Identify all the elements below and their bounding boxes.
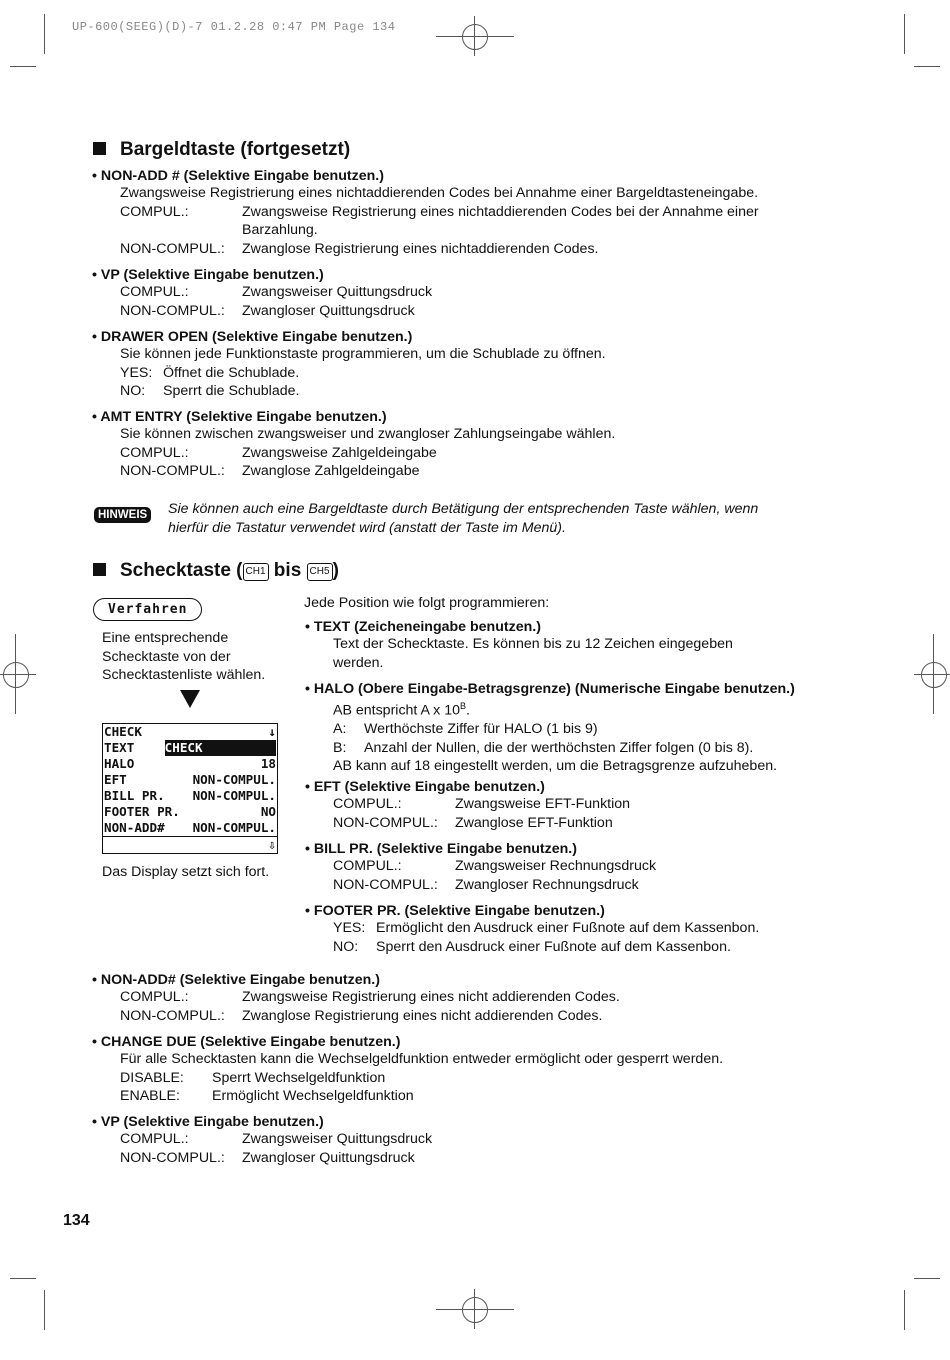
crop-mark [10, 66, 36, 67]
section-schecktaste [93, 560, 339, 582]
crop-mark [914, 66, 940, 67]
registration-mark [436, 1309, 514, 1310]
option-value: Öffnet die Schublade. [163, 364, 300, 381]
item-heading: • NON-ADD# (Selektive Eingabe benutzen.) [92, 972, 380, 988]
option-value: Ermöglicht Wechselgeldfunktion [212, 1088, 414, 1104]
registration-mark [3, 662, 29, 688]
item-heading: • TEXT (Zeicheneingabe benutzen.) [305, 619, 541, 635]
item-heading: • DRAWER OPEN (Selektive Eingabe benutzen.) [92, 329, 413, 345]
s2-halo: • HALO (Obere Eingabe-Betragsgrenze) (Numerische Eingabe benutzen.) AB entspricht A x $10^B$. A: Werthöchste Ziffer für HALO (1 bis 9) B: Anzahl der Nullen, die der werthöchsten Ziffer folgen (0 bis 8). AB kann auf 18 eingestellt werden, um die Betragsgrenze aufzuheben. [305, 681, 825, 776]
item-description: AB entspricht A x $10^B$. [333, 701, 470, 719]
lcd-display [102, 723, 278, 854]
square-bullet-icon [93, 563, 106, 576]
option-value: Zwangsweise EFT-Funktion [455, 796, 631, 812]
section-bargeldtaste [93, 139, 350, 161]
option-key: COMPUL.: [333, 858, 402, 874]
s1-amt [92, 409, 852, 481]
option-key: COMPUL.: [120, 284, 189, 300]
crop-mark [44, 14, 45, 54]
option-value: Sperrt den Ausdruck einer Fußnote auf dem Kassenbon. [376, 938, 731, 955]
option-value: Zwanglose Zahlgeldeingabe [242, 463, 420, 479]
option-value: Ermöglicht den Ausdruck einer Fußnote auf dem Kassenbon. [376, 920, 760, 936]
registration-mark [462, 1297, 488, 1323]
registration-mark [0, 674, 36, 675]
option-key: NON-COMPUL.: [120, 1007, 225, 1024]
ch5-key-icon: CH5 [307, 563, 333, 581]
lcd-row: CHECK ↓ [104, 724, 276, 739]
lcd-row: TEXT CHECK [103, 740, 277, 756]
option-value: Anzahl der Nullen, die der werthöchsten Ziffer folgen (0 bis 8). [364, 739, 754, 756]
option-key: COMPUL.: [120, 1131, 189, 1147]
item-description: Sie können jede Funktionstaste programmieren, um die Schublade zu öffnen. [120, 346, 606, 362]
option-value: Barzahlung. [242, 222, 318, 238]
option-value: Zwangsweise Zahlgeldeingabe [242, 444, 437, 461]
option-key: YES: [333, 920, 366, 936]
option-value: Zwangloser Quittungsdruck [242, 302, 415, 319]
option-value: Sperrt Wechselgeldfunktion [212, 1069, 386, 1086]
s2-nonadd [92, 972, 852, 1025]
s2-bill [305, 841, 825, 894]
item-heading: • AMT ENTRY (Selektive Eingabe benutzen.) [92, 409, 387, 425]
crop-mark [44, 1290, 45, 1330]
option-key: NO: [333, 938, 359, 955]
option-key: DISABLE: [120, 1069, 184, 1086]
item-description: Für alle Schecktasten kann die Wechselgeldfunktion entweder ermöglicht oder gesperrt werden. [120, 1051, 724, 1067]
crop-mark [914, 1278, 940, 1279]
item-heading: • VP (Selektive Eingabe benutzen.) [92, 1114, 324, 1130]
option-value: Sperrt die Schublade. [163, 383, 300, 399]
item-heading: • BILL PR. (Selektive Eingabe benutzen.) [305, 841, 577, 857]
option-value: Zwangsweise Registrierung eines nichtaddierenden Codes bei der Annahme einer [242, 203, 759, 220]
crop-mark [10, 1278, 36, 1279]
item-heading: • NON-ADD # (Selektive Eingabe benutzen.) [92, 168, 384, 184]
s2-vp [92, 1114, 852, 1167]
option-key: NON-COMPUL.: [120, 302, 225, 319]
lcd-row: NON-ADD# NON-COMPUL. [104, 820, 276, 835]
s2-eft [305, 779, 825, 832]
ch1-key-icon: CH1 [243, 563, 269, 581]
page-header: UP-600(SEEG)(D)-7 01.2.28 0:47 PM Page 134 [72, 20, 396, 34]
hinweis-badge: HINWEIS [94, 507, 151, 523]
option-value: Zwangsweiser Quittungsdruck [242, 284, 433, 300]
option-key: A: [333, 721, 347, 738]
option-value: Zwanglose Registrierung eines nichtaddierenden Codes. [242, 240, 599, 257]
item-heading: • HALO (Obere Eingabe-Betragsgrenze) (Numerische Eingabe benutzen.) [305, 681, 795, 697]
option-key: YES: [120, 364, 153, 381]
option-key: NON-COMPUL.: [120, 463, 225, 479]
section-title: Schecktaste ( CH1 bis CH5 ) [93, 560, 339, 582]
lcd-row: FOOTER PR. NO [104, 804, 276, 819]
crop-mark [904, 1290, 905, 1330]
s2-change [92, 1034, 852, 1106]
registration-mark [914, 674, 950, 675]
option-value: Zwanglose Registrierung eines nicht addierenden Codes. [242, 1007, 603, 1024]
option-value: Zwangloser Rechnungsdruck [455, 876, 639, 893]
registration-mark [436, 36, 514, 37]
option-value: Zwangloser Quittungsdruck [242, 1149, 415, 1166]
option-key: COMPUL.: [120, 203, 189, 220]
lcd-row: HALO 18 [104, 756, 276, 771]
intro-text: Jede Position wie folgt programmieren: [304, 595, 550, 611]
lcd-row: BILL PR. NON-COMPUL. [104, 788, 276, 803]
option-key: COMPUL.: [120, 444, 189, 461]
option-key: B: [333, 739, 347, 756]
item-heading: • EFT (Selektive Eingabe benutzen.) [305, 779, 545, 795]
s2-footer [305, 903, 825, 956]
scroll-down-icon: ⇩ [268, 837, 276, 852]
crop-mark [904, 14, 905, 54]
option-value: Zwanglose EFT-Funktion [455, 814, 613, 831]
item-description: Sie können zwischen zwangsweiser und zwangloser Zahlungseingabe wählen. [120, 426, 616, 442]
option-value: Zwangsweiser Rechnungsdruck [455, 858, 657, 874]
s2-text: • TEXT (Zeicheneingabe benutzen.) Text der Schecktaste. Es können bis zu 12 Zeichen eingegeben werden. [305, 619, 825, 672]
registration-mark [462, 24, 488, 50]
item-heading: • VP (Selektive Eingabe benutzen.) [92, 267, 324, 283]
option-key: NON-COMPUL.: [333, 876, 438, 893]
display-continues-note: Das Display setzt sich fort. [102, 864, 270, 880]
option-key: COMPUL.: [120, 989, 189, 1005]
s1-vp [92, 267, 852, 320]
s1-drawer [92, 329, 852, 401]
option-key: NON-COMPUL.: [120, 1149, 225, 1166]
option-value: Zwangsweiser Quittungsdruck [242, 1131, 433, 1147]
option-key: ENABLE: [120, 1088, 180, 1104]
option-key: NO: [120, 383, 146, 399]
option-value: Zwangsweise Registrierung eines nicht addierenden Codes. [242, 989, 620, 1005]
option-key: NON-COMPUL.: [120, 240, 225, 257]
hinweis-note: Sie können auch eine Bargeldtaste durch Betätigung der entsprechenden Taste wählen, wenn hierfür die Tastatur verwendet wird (anstatt der Taste im Menü). [168, 501, 759, 536]
item-heading: • CHANGE DUE (Selektive Eingabe benutzen.) [92, 1034, 401, 1050]
option-key: NON-COMPUL.: [333, 814, 438, 831]
s1-nonadd [92, 168, 852, 258]
section-title: Bargeldtaste (fortgesetzt) [93, 139, 350, 161]
square-bullet-icon [93, 142, 106, 155]
lcd-row [103, 837, 277, 853]
procedure-step: Eine entsprechende Schecktaste von der Schecktastenliste wählen. [102, 630, 266, 683]
page-number: 134 [63, 1212, 90, 1229]
lcd-row: EFT NON-COMPUL. [104, 772, 276, 787]
registration-mark [921, 662, 947, 688]
down-arrow-icon [180, 690, 200, 708]
lcd-cursor: CHECK [165, 740, 276, 756]
option-value: Werthöchste Ziffer für HALO (1 bis 9) [364, 721, 598, 738]
item-heading: • FOOTER PR. (Selektive Eingabe benutzen.) [305, 903, 605, 919]
item-description: Zwangsweise Registrierung eines nichtaddierenden Codes bei Annahme einer Bargeldtasteneingabe. [120, 185, 759, 201]
verfahren-badge: Verfahren [93, 598, 202, 621]
option-key: COMPUL.: [333, 796, 402, 812]
